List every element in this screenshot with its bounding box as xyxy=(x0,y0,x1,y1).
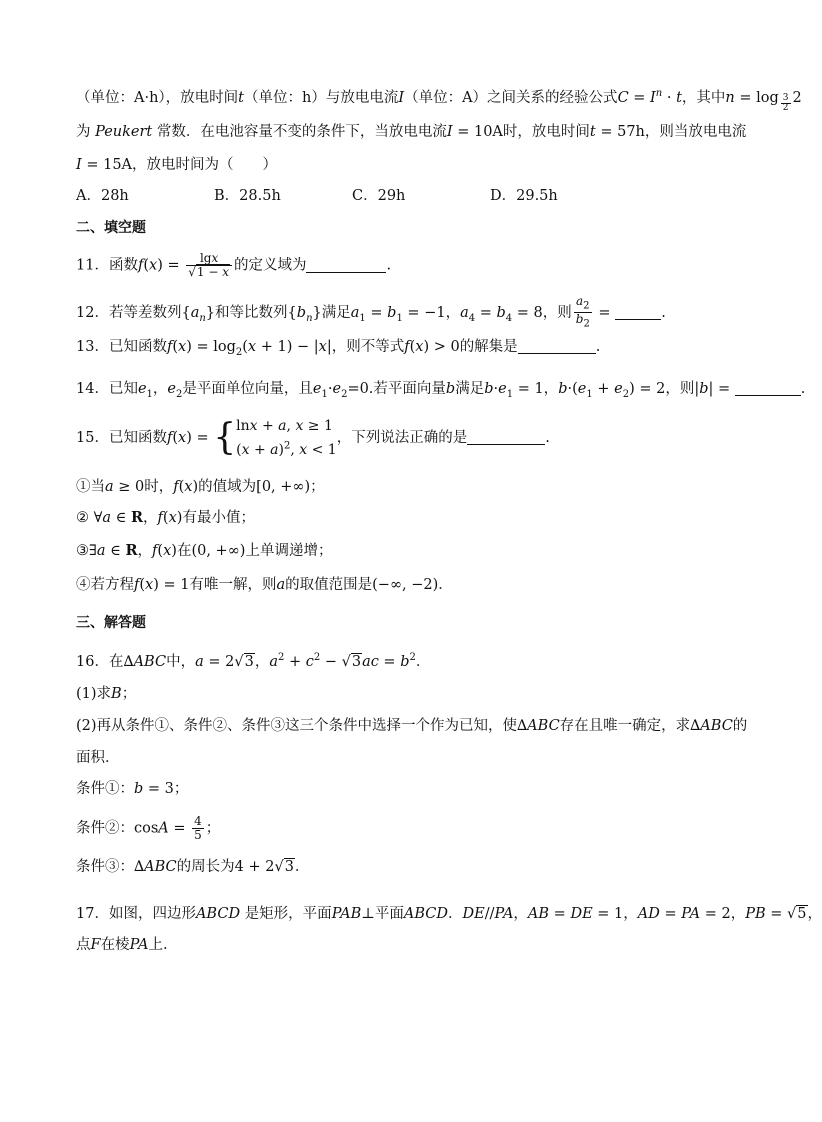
q10-options xyxy=(76,186,628,206)
q17-text: 是矩形，平面 xyxy=(244,906,332,922)
q11-text: . xyxy=(386,257,392,274)
q15-text: ④若方程 xyxy=(76,577,134,593)
q16-condition-1: 条件①：b = 3； xyxy=(76,781,189,797)
q17-text: 17．如图，四边形 xyxy=(76,906,196,922)
q16-text: 16．在 xyxy=(76,653,124,670)
q16-text: (2)再从条件①、条件②、条件③这三个条件中选择一个作为已知，使 xyxy=(76,718,518,734)
q14-text: 14．已知 xyxy=(76,381,138,397)
q10-text: ，放电时间为（ ） xyxy=(132,157,278,173)
section-heading-fill-blank: 二、填空题 xyxy=(76,220,146,236)
q17-line2: 点F在棱PA上. xyxy=(76,937,168,953)
q16-part-2-cont: 面积． xyxy=(76,750,120,766)
q12-text: 和等比数列 xyxy=(215,304,288,321)
option-d[interactable]: D．29.5h xyxy=(490,188,558,204)
q17-text: 平面 xyxy=(374,906,404,922)
q17-text: 上. xyxy=(148,937,168,953)
q17-text: 点 xyxy=(76,937,91,953)
q13-text: ，则不等式 xyxy=(331,339,405,355)
q13: 13．已知函数$f(x) = \log_2(x + 1) - |x|$，则不等式f(x) > 0的解集是 . xyxy=(76,339,601,358)
q11-answer-blank[interactable] xyxy=(306,258,386,273)
q16: 16．在∆ABC中，a = 2√3，$a^2 + c^2 - √3ac = b^2$． xyxy=(76,652,431,670)
q16-text: 条件③： xyxy=(76,859,134,875)
q15-text: 时， xyxy=(144,479,174,495)
q16-condition-3: 条件③：∆ABC的周长为4 + 2√3． xyxy=(76,859,310,875)
option-b[interactable]: B．28.5h xyxy=(214,188,281,204)
q10-text: （单位：h）与放电电流 xyxy=(244,89,399,106)
q16-condition-2: 条件②：cosA = $\frac{4}{5}$ ； xyxy=(76,814,221,842)
q15-text: ③ xyxy=(76,543,89,559)
q15-text: 的取值范围是 xyxy=(285,577,373,593)
q10-text: ，则当放电电流 xyxy=(644,124,747,140)
q10-text: （单位：A·h），放电时间 xyxy=(76,89,239,106)
q15-text: 在 xyxy=(176,543,192,559)
q12-text: 满足 xyxy=(321,304,351,321)
q12-text: . xyxy=(661,304,666,321)
q16-part-2: (2)再从条件①、条件②、条件③这三个条件中选择一个作为已知，使∆ABC存在且唯一确定，求∆ABC的 xyxy=(76,718,748,734)
q15: 15．已知函数f(x) = {lnx + a, x ≥ 1 $(x + a)^2$, x < 1，下列说法正确的是 . xyxy=(76,416,550,458)
q11-text: 11．函数 xyxy=(76,257,138,274)
q16-text: 的 xyxy=(732,718,748,734)
q10-text: 为 xyxy=(76,124,91,140)
q10-text: （单位：A）之间关系的经验公式 xyxy=(404,89,618,106)
q17-text: 在棱 xyxy=(100,937,130,953)
q14-text: 是平面单位向量，且 xyxy=(182,381,313,397)
q16-text: 条件②： xyxy=(76,820,134,837)
q11: 11．函数f(x) = $\frac{\lg x}{√1 - x}$ 的定义域为 . xyxy=(76,251,392,279)
q15-text: 有唯一解，则 xyxy=(189,577,277,593)
q10-line2: 为 Peukert 常数．在电池容量不变的条件下，当放电电流I = 10A时，放电时间t = 57h，则当放电电流 xyxy=(76,124,747,140)
option-a[interactable]: A．28h xyxy=(76,188,129,204)
q10-text: ，其中 xyxy=(681,89,726,106)
q15-statement-2: ② ∀a ∈ R，f(x)有最小值； xyxy=(76,509,255,526)
q10-text: 时，放电时间 xyxy=(502,124,590,140)
q15-text: ，下列说法正确的是 xyxy=(336,429,468,446)
q15-text: ② xyxy=(76,510,89,526)
q12-answer-blank[interactable] xyxy=(615,305,661,320)
q15-text: 的值域为 xyxy=(198,479,257,495)
q11-text: 的定义域为 xyxy=(233,257,307,274)
q15-statement-1: ①当a ≥ 0时，f(x)的值域为[0, +∞)； xyxy=(76,479,325,495)
q15-text: . xyxy=(545,429,550,446)
q15-text: 15．已知函数 xyxy=(76,429,167,446)
q16-text: 中， xyxy=(166,653,196,670)
q16-part-1: (1)求B； xyxy=(76,686,137,702)
q15-statement-4: ④若方程f(x) = 1有唯一解，则a的取值范围是(−∞, −2)． xyxy=(76,577,453,593)
q15-text: 上单调递增； xyxy=(245,543,333,559)
q16-text: 条件①： xyxy=(76,781,134,797)
q14-answer-blank[interactable] xyxy=(735,381,801,396)
q10-line3: I = 15A，放电时间为（ ） xyxy=(76,157,278,173)
section-heading-solve: 三、解答题 xyxy=(76,615,146,631)
q15-statement-3: ③∃a ∈ R，f(x)在(0, +∞)上单调递增； xyxy=(76,542,333,559)
q15-text: 有最小值； xyxy=(182,510,255,526)
q14-text: =0.若平面向量 xyxy=(347,381,446,397)
option-c[interactable]: C．29h xyxy=(352,188,406,204)
q16-text: 存在且唯一确定，求 xyxy=(559,718,691,734)
q13-text: 13．已知函数 xyxy=(76,339,167,355)
q15-answer-blank[interactable] xyxy=(467,430,545,445)
q17: 17．如图，四边形ABCD 是矩形，平面PAB⊥平面ABCD．DE//PA，AB = DE = 1，AD = PA = 2，PB = √5， xyxy=(76,906,822,922)
q14-text: 满足 xyxy=(455,381,485,397)
q14: 14．已知$e_1$，$e_2$是平面单位向量，且$e_1\cdot e_2=0$.若平面向量b满足$b\cdot e_1 = 1$，$b\cdot(e_1 + e_2) = 2$，则|b| = . xyxy=(76,381,806,400)
q16-text: 的周长为 xyxy=(176,859,235,875)
q10-line1: （单位：A·h），放电时间t（单位：h）与放电电流I（单位：A）之间关系的经验公式$C = I^n \cdot t$，其中n = log $_{\frac{3}{2}}$ 2 xyxy=(76,88,802,113)
q14-text: . xyxy=(800,381,806,397)
q12-text: ，则 xyxy=(542,304,572,321)
q13-text: . xyxy=(595,339,601,355)
q12: 12．若等差数列$\{a_n\}$和等比数列$\{b_n\}$满足$a_1 = b_1 = -1$，$a_4 = b_4 = 8$，则 $\frac{a_2}{b_2}$ = . xyxy=(76,294,666,330)
q13-answer-blank[interactable] xyxy=(518,339,596,354)
q15-text: ①当 xyxy=(76,479,105,495)
q12-text: 12．若等差数列 xyxy=(76,304,182,321)
q10-text: 常数．在电池容量不变的条件下，当放电电流 xyxy=(156,124,447,140)
q13-text: 的解集是 xyxy=(459,339,518,355)
q16-text: (1)求 xyxy=(76,686,112,702)
